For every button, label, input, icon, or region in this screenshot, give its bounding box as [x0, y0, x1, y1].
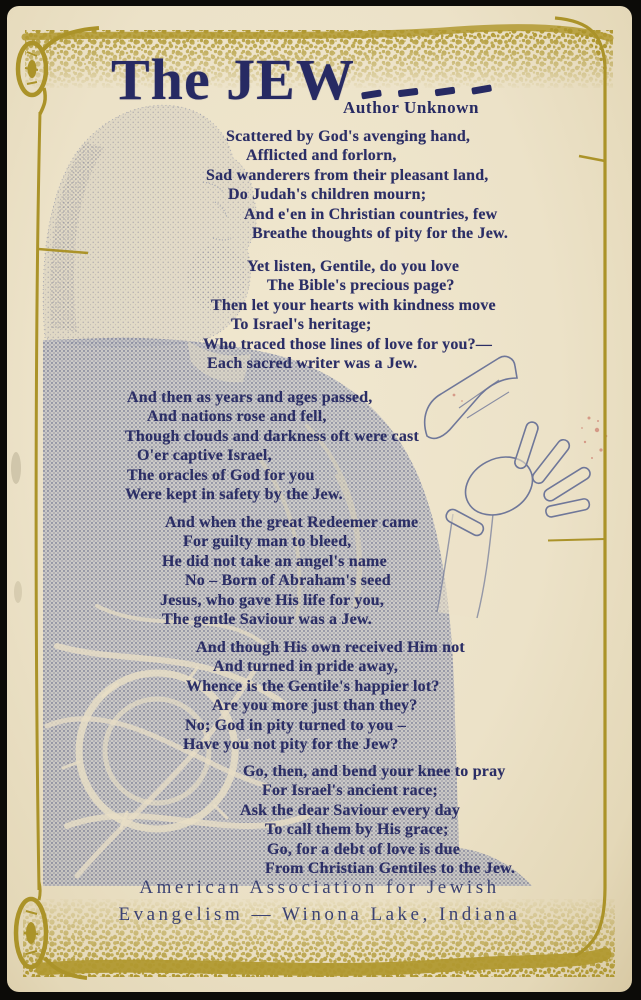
poem-line: Then let your hearts with kindness move [211, 296, 496, 314]
poem-line: Breathe thoughts of pity for the Jew. [252, 225, 509, 243]
poem-line: Who traced those lines of love for you?— [203, 335, 493, 353]
poem-line: The gentle Saviour was a Jew. [162, 611, 372, 629]
poem-line: And though His own received Him not [196, 639, 465, 656]
poem-line: Whence is the Gentile's happier lot? [186, 677, 440, 695]
poem-line: Scattered by God's avenging hand, [226, 128, 471, 145]
poem-line: Do Judah's children mourn; [228, 186, 427, 204]
poem-line: The oracles of God for you [127, 466, 315, 484]
poem-line: O'er captive Israel, [137, 447, 272, 465]
poem-line: Jesus, who gave His life for you, [160, 591, 385, 609]
poem-line: And e'en in Christian countries, few [244, 205, 498, 223]
stanza [125, 388, 419, 504]
postcard [7, 6, 632, 992]
poem-line: Go, then, and bend your knee to pray [243, 763, 506, 780]
poem [7, 6, 632, 992]
poem-line: Afflicted and forlorn, [246, 147, 397, 165]
poem-line: The Bible's precious page? [267, 277, 455, 295]
poem-line: Have you not pity for the Jew? [183, 736, 399, 754]
poem-line: No; God in pity turned to you – [185, 716, 406, 734]
poem-line: Each sacred writer was a Jew. [207, 355, 418, 373]
stanza [203, 257, 496, 373]
poem-line: To call them by His grace; [265, 821, 449, 839]
stanza [183, 638, 465, 754]
poem-line: Though clouds and darkness oft were cast [125, 427, 419, 445]
poem-line: Were kept in safety by the Jew. [125, 486, 343, 504]
poem-line: Yet listen, Gentile, do you love [247, 258, 460, 275]
footer-line-1: American Association for Jewish [139, 877, 500, 898]
poem-line: From Christian Gentiles to the Jew. [265, 860, 516, 878]
poem-line: Sad wanderers from their pleasant land, [206, 166, 489, 184]
poem-line: No – Born of Abraham's seed [185, 572, 391, 590]
poem-line: Are you more just than they? [212, 697, 418, 715]
poem-line: For Israel's ancient race; [262, 782, 438, 800]
poem-line: And turned in pride away, [213, 658, 399, 676]
poem-line: For guilty man to bleed, [183, 533, 352, 551]
footer [7, 874, 632, 928]
poem-line: And then as years and ages passed, [127, 389, 373, 406]
stanza [160, 513, 418, 629]
author-line: Author Unknown [343, 98, 480, 117]
poem-line: And when the great Redeemer came [165, 514, 419, 531]
stanza [206, 127, 508, 243]
poem-line: And nations rose and fell, [147, 408, 327, 426]
poem-line: To Israel's heritage; [231, 316, 372, 334]
poem-line: He did not take an angel's name [162, 552, 387, 570]
stanza [236, 762, 515, 878]
footer-line-2: Evangelism — Winona Lake, Indiana [118, 904, 521, 925]
page-title: The JEW [111, 47, 355, 112]
poem-line: Go, for a debt of love is due [267, 840, 461, 858]
poem-line: Ask the dear Saviour every day [240, 801, 461, 819]
